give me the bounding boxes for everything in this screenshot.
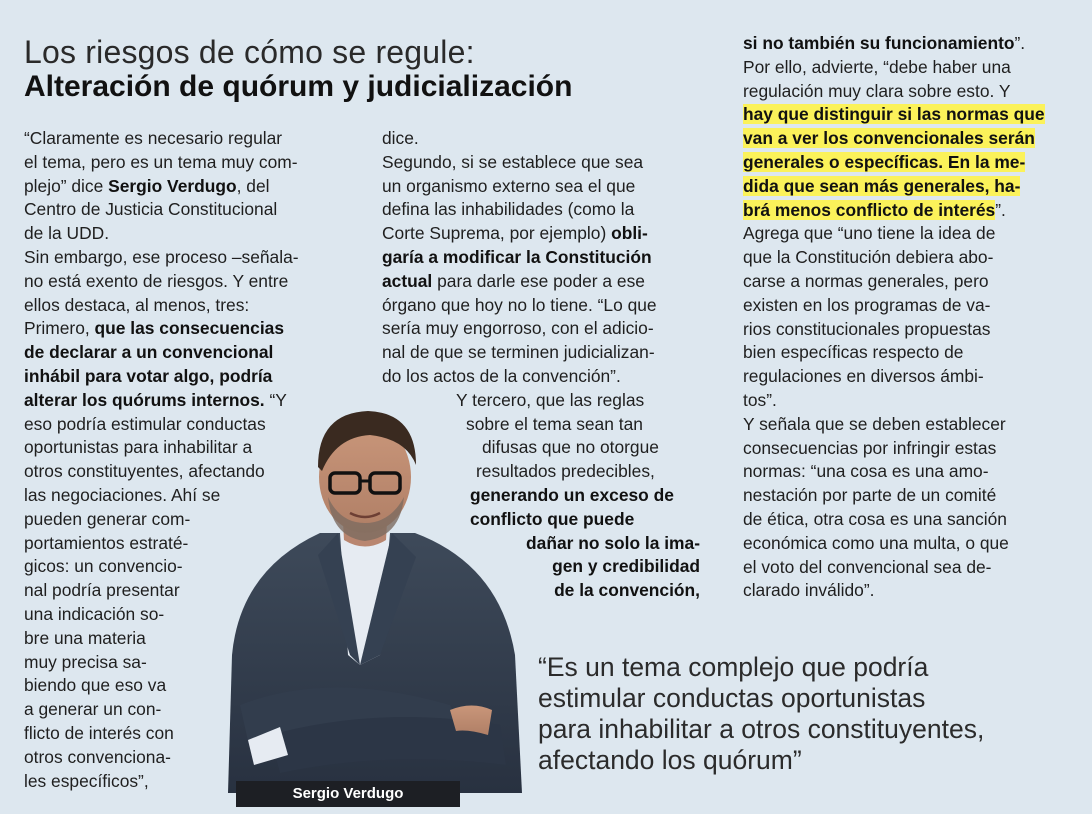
text-span: el tema, pero es un tema muy com- (24, 151, 298, 172)
text-span: a generar un con- (24, 699, 162, 720)
text-span: bre una materia (24, 627, 146, 648)
text-span: do los actos de la convención”. (382, 366, 621, 386)
bold-text: actual (382, 270, 433, 291)
text-span: de la UDD. (24, 223, 110, 244)
text-span: eso podría estimular conductas (24, 413, 266, 434)
text-line (24, 127, 282, 151)
text-line (24, 294, 249, 318)
text-span: difusas que no otorgue (482, 437, 659, 458)
text-line (24, 246, 299, 270)
text-span: un organismo externo sea el que (382, 175, 636, 196)
text-line (24, 579, 180, 603)
bold-text: alterar los quórums internos. (24, 389, 265, 410)
text-line (24, 222, 109, 246)
text-line (743, 389, 777, 413)
text-line (24, 341, 273, 365)
text-line (743, 579, 874, 603)
text-span: les específicos”, (24, 770, 149, 791)
text-line (540, 579, 700, 603)
text-span: nal podría presentar (24, 580, 180, 601)
highlighted-text: brá menos conflicto de interés (743, 199, 996, 220)
text-line (498, 532, 700, 556)
text-span: resultados predecibles, (476, 461, 655, 482)
bold-text: si no también su funcionamiento (743, 33, 1015, 53)
text-span: nestación por parte de un comité (743, 485, 997, 506)
text-span: biendo que eso va (24, 675, 167, 696)
text-line (24, 270, 288, 294)
highlighted-text: generales o específicas. En la me- (743, 152, 1026, 172)
text-line (382, 294, 657, 318)
text-line (24, 151, 298, 175)
text-span: sería muy engorroso, con el adicio- (382, 318, 654, 339)
text-line (743, 199, 1006, 223)
text-line (382, 222, 648, 246)
highlighted-text: van a ver los convencionales serán (743, 128, 1035, 149)
text-span: “Y (264, 389, 287, 410)
text-span: las negociaciones. Ahí se (24, 485, 221, 505)
text-span: muy precisa sa- (24, 651, 147, 672)
text-span: rios constitucionales propuestas (743, 318, 991, 339)
text-line (743, 151, 1025, 175)
text-span: el voto del convencional sea de- (743, 556, 992, 577)
text-line (743, 318, 990, 342)
text-span: gicos: un convencio- (24, 556, 183, 577)
text-span: Sin embargo, ese proceso –señala- (24, 247, 299, 267)
text-span: flicto de interés con (24, 723, 174, 743)
bold-text: garía a modificar la Constitución (382, 247, 652, 267)
text-line (743, 246, 993, 270)
text-span: normas: “una cosa es una amo- (743, 461, 989, 482)
article-title-line2: Alteración de quórum y judicialización (24, 70, 573, 103)
text-span: Primero, (24, 318, 95, 339)
text-span: portamientos estraté- (24, 532, 189, 553)
text-span: ”. (995, 199, 1006, 220)
text-line (743, 365, 984, 389)
bold-text: gen y credibilidad (552, 556, 700, 577)
text-line (382, 198, 634, 222)
pull-quote-line: estimular conductas oportunistas (538, 683, 926, 713)
text-line (24, 555, 183, 579)
text-line (24, 508, 190, 532)
text-span: de ética, otra cosa es una sanción (743, 509, 1007, 529)
bold-text: inhábil para votar algo, podría (24, 366, 273, 386)
text-span: Por ello, advierte, “debe haber una (743, 56, 1011, 77)
text-span: sobre el tema sean tan (466, 413, 643, 434)
text-line (743, 222, 995, 246)
highlighted-text: dida que sean más generales, ha- (743, 175, 1021, 196)
text-span: Y señala que se deben establecer (743, 413, 1006, 434)
text-span: bien específicas respecto de (743, 342, 964, 363)
portrait-photo (210, 405, 525, 793)
text-span: , del (236, 175, 270, 196)
bold-text: Sergio Verdugo (108, 175, 237, 196)
text-line (382, 365, 621, 389)
text-span: oportunistas para inhabilitar a (24, 437, 253, 458)
text-line (24, 175, 270, 199)
text-line (743, 127, 1035, 151)
text-line (24, 746, 171, 770)
text-line (743, 56, 1011, 80)
photo-caption: Sergio Verdugo (236, 781, 460, 807)
text-span: ellos destaca, al menos, tres: (24, 294, 250, 315)
highlighted-text: hay que distinguir si las normas que (743, 104, 1045, 125)
text-span: que la Constitución debiera abo- (743, 247, 994, 268)
text-span: Y tercero, que las reglas (456, 389, 645, 410)
text-span: defina las inhabilidades (como la (382, 199, 635, 220)
text-span: Segundo, si se establece que sea (382, 151, 644, 172)
text-line (24, 627, 146, 651)
text-span: dice. (382, 128, 419, 148)
text-span: consecuencias por infringir estas (743, 437, 997, 458)
text-line (24, 770, 149, 794)
bold-text: conflicto que puede (470, 508, 635, 529)
pull-quote-line: afectando los quórum” (538, 745, 802, 775)
text-span: “Claramente es necesario regular (24, 128, 283, 148)
text-line (382, 151, 643, 175)
text-line (743, 556, 991, 580)
text-span: pueden generar com- (24, 508, 191, 529)
text-line (24, 365, 272, 389)
text-line (24, 317, 284, 341)
text-line (382, 341, 655, 365)
text-line (743, 80, 1010, 104)
text-line (743, 413, 1006, 437)
text-line (382, 270, 645, 294)
text-line (743, 32, 1025, 56)
text-span: otros constituyentes, afectando (24, 461, 265, 482)
text-line (24, 698, 161, 722)
text-line (743, 532, 1009, 556)
text-line (743, 294, 990, 318)
text-span: Centro de Justicia Constitucional (24, 199, 278, 220)
text-line (24, 532, 188, 556)
pull-quote-line: para inhabilitar a otros constituyentes, (538, 714, 985, 744)
text-line (382, 127, 419, 151)
text-span: no está exento de riesgos. Y entre (24, 270, 289, 291)
text-span: tos”. (743, 390, 777, 410)
text-span: Corte Suprema, por ejemplo) (382, 223, 612, 244)
text-line (743, 460, 989, 484)
bold-text: de declarar a un convencional (24, 342, 274, 363)
text-line (743, 341, 963, 365)
text-span: otros convenciona- (24, 746, 171, 767)
text-line (743, 484, 996, 508)
article-title-line1: Los riesgos de cómo se regule: (24, 34, 475, 70)
text-line (24, 722, 174, 746)
bold-text: que las consecuencias (94, 318, 285, 339)
text-span: regulaciones en diversos ámbi- (743, 366, 984, 387)
text-span: para darle ese poder a ese (432, 270, 645, 291)
bold-text: dañar no solo la ima- (526, 532, 700, 553)
text-line (743, 175, 1020, 199)
text-line (24, 198, 277, 222)
text-span: ”. (1014, 33, 1026, 53)
text-line (24, 484, 220, 508)
text-span: regulación muy clara sobre esto. Y (743, 80, 1011, 101)
text-span: Agrega que “uno tiene la idea de (743, 223, 996, 244)
pull-quote-line: “Es un tema complejo que podría (538, 652, 929, 682)
text-line (24, 674, 166, 698)
text-line (24, 651, 147, 675)
text-line (382, 175, 635, 199)
text-span: órgano que hoy no lo tiene. “Lo que (382, 294, 657, 315)
text-span: carse a normas generales, pero (743, 271, 989, 291)
bold-text: generando un exceso de (470, 485, 674, 505)
text-line (743, 508, 1007, 532)
bold-text: obli- (611, 223, 648, 244)
text-line (382, 246, 652, 270)
text-span: una indicación so- (24, 604, 165, 624)
text-span: plejo” dice (24, 175, 109, 196)
text-line (382, 317, 654, 341)
text-line (24, 603, 164, 627)
text-span: nal de que se terminen judicializan- (382, 342, 655, 363)
text-line (743, 270, 989, 294)
text-line (743, 437, 996, 461)
text-span: existen en los programas de va- (743, 294, 991, 315)
text-span: clarado inválido”. (743, 580, 875, 601)
bold-text: de la convención, (554, 580, 700, 601)
text-line (528, 555, 700, 579)
text-span: económica como una multa, o que (743, 532, 1009, 553)
text-line (743, 103, 1045, 127)
